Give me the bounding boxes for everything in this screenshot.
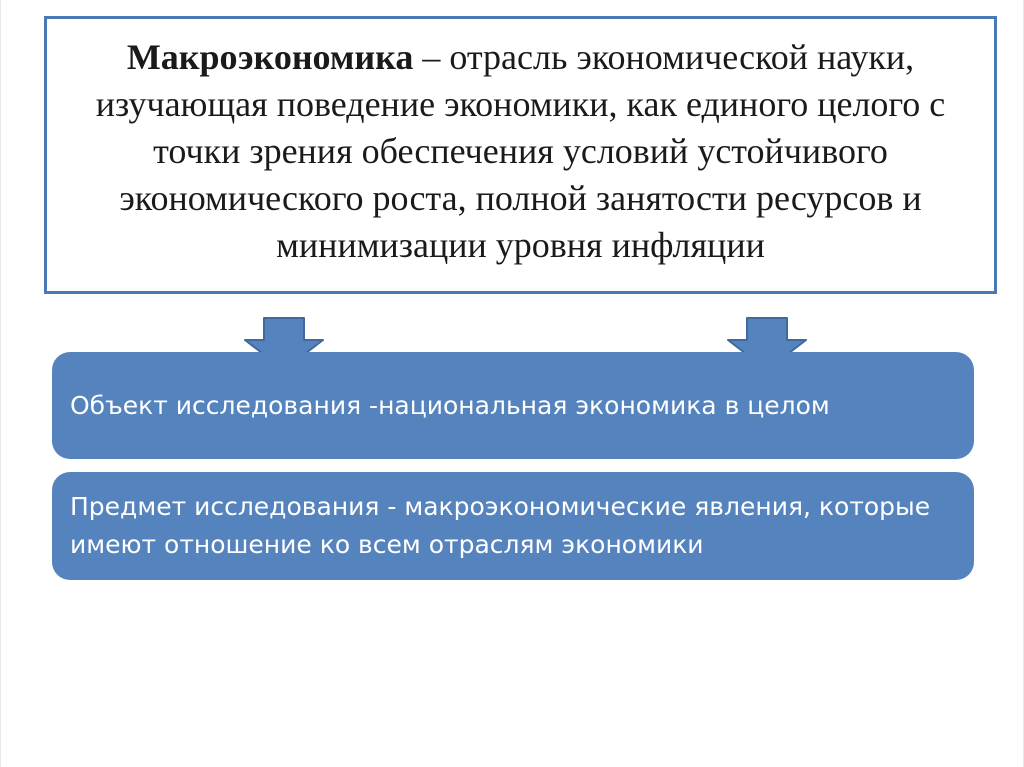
definition-term: Макроэкономика <box>126 36 414 77</box>
research-subject-text: Предмет исследования - макроэкономические явления, которые имеют отношение ко всем отраслям экономики <box>70 492 931 559</box>
research-object-text: Объект исследования -национальная экономика в целом <box>70 390 830 420</box>
definition-text <box>71 34 970 269</box>
research-object-box <box>52 352 974 459</box>
definition-body: отрасль экономической науки, изучающая поведение экономики, как единого целого с точки зрения обеспечения условий устойчивого экономического роста, полной занятости ресурсов и минимизации уровня инфляции <box>95 36 946 265</box>
definition-dash: – <box>413 36 450 77</box>
research-subject-box <box>52 472 974 580</box>
definition-box <box>44 16 997 294</box>
